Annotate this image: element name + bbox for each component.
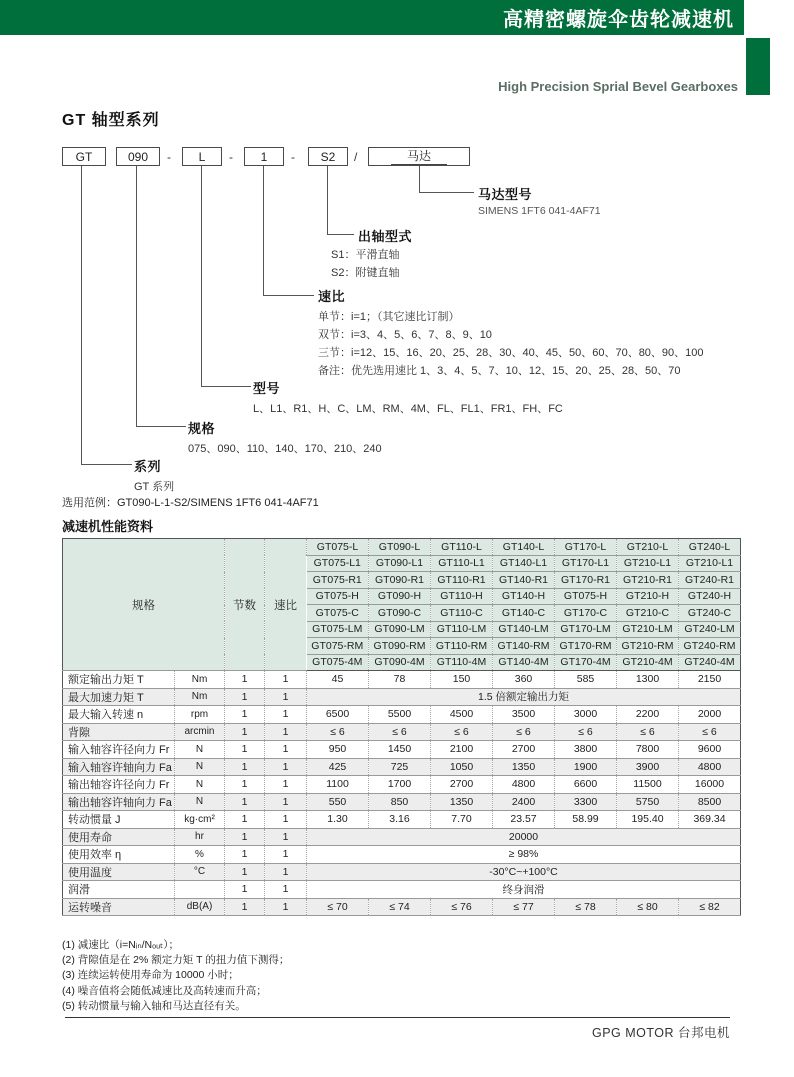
- model-header-cell: GT075-LM: [307, 621, 369, 638]
- model-header-cell: GT110-L: [431, 539, 493, 556]
- ratio-value: 1: [265, 828, 307, 846]
- model-header-cell: GT240-H: [679, 588, 741, 605]
- value-cell: 3800: [555, 741, 617, 759]
- code-box-ratio: 1: [244, 147, 284, 166]
- row-label: 使用温度: [63, 863, 175, 881]
- row-label: 最大输入转速 n: [63, 706, 175, 724]
- model-header-cell: GT210-RM: [617, 638, 679, 655]
- value-cell: ≤ 6: [555, 723, 617, 741]
- ratio-value: 1: [265, 671, 307, 689]
- callout-ratio-triple: 三节：i=12、15、16、20、25、28、30、40、45、50、60、70、80、90、100: [318, 347, 704, 359]
- model-header-cell: GT140-L: [493, 539, 555, 556]
- row-unit: N: [175, 758, 225, 776]
- spanned-value: 1.5 倍额定输出力矩: [307, 688, 741, 706]
- col-header-stages: 节数: [225, 539, 265, 671]
- row-label: 输出轴容许轴向力 Fa: [63, 793, 175, 811]
- code-sep-1: -: [167, 150, 171, 164]
- row-label: 运转噪音: [63, 898, 175, 916]
- model-header-cell: GT090-RM: [369, 638, 431, 655]
- model-header-cell: GT110-H: [431, 588, 493, 605]
- row-unit: Nm: [175, 688, 225, 706]
- value-cell: ≤ 6: [307, 723, 369, 741]
- stages-value: 1: [225, 671, 265, 689]
- model-header-cell: GT210-C: [617, 605, 679, 622]
- value-cell: 725: [369, 758, 431, 776]
- model-header-cell: GT210-L1: [617, 555, 679, 572]
- code-sep-2: -: [229, 150, 233, 164]
- stages-value: 1: [225, 723, 265, 741]
- ratio-value: 1: [265, 898, 307, 916]
- callout-model-options: L、L1、R1、H、C、LM、RM、4M、FL、FL1、FR1、FH、FC: [253, 403, 563, 415]
- value-cell: ≤ 6: [431, 723, 493, 741]
- value-cell: 23.57: [493, 811, 555, 829]
- model-header-cell: GT210-L: [617, 539, 679, 556]
- callout-series-label: 系列: [134, 459, 162, 474]
- model-header-cell: GT110-LM: [431, 621, 493, 638]
- table-row: [63, 846, 741, 864]
- model-header-cell: GT075-C: [307, 605, 369, 622]
- model-header-cell: GT210-LM: [617, 621, 679, 638]
- value-cell: 1450: [369, 741, 431, 759]
- footer-brand: GPG MOTOR 台邦电机: [591, 1026, 730, 1040]
- stages-value: 1: [225, 776, 265, 794]
- stages-value: 1: [225, 706, 265, 724]
- ratio-value: 1: [265, 758, 307, 776]
- value-cell: 7.70: [431, 811, 493, 829]
- model-header-cell: GT075-R1: [307, 572, 369, 589]
- row-label: 背隙: [63, 723, 175, 741]
- value-cell: 5750: [617, 793, 679, 811]
- callout-ratio-label: 速比: [318, 289, 346, 304]
- code-box-size: 090: [116, 147, 160, 166]
- model-header-cell: GT075-L: [307, 539, 369, 556]
- connector-model: [201, 166, 251, 387]
- table-row: [63, 776, 741, 794]
- callout-shaft-option-s2: S2：附键直轴: [331, 267, 400, 279]
- table-row: [63, 671, 741, 689]
- model-header-cell: GT210-H: [617, 588, 679, 605]
- model-header-cell: GT240-L: [679, 539, 741, 556]
- value-cell: 4800: [493, 776, 555, 794]
- value-cell: 850: [369, 793, 431, 811]
- row-unit: kg·cm²: [175, 811, 225, 829]
- row-label: 输入轴容许径向力 Fr: [63, 741, 175, 759]
- value-cell: ≤ 74: [369, 898, 431, 916]
- connector-size: [136, 166, 186, 427]
- table-row: [63, 723, 741, 741]
- value-cell: ≤ 6: [493, 723, 555, 741]
- model-header-cell: GT140-RM: [493, 638, 555, 655]
- row-unit: hr: [175, 828, 225, 846]
- stages-value: 1: [225, 758, 265, 776]
- footer-rule: [65, 1017, 730, 1018]
- table-row: [63, 811, 741, 829]
- value-cell: 2100: [431, 741, 493, 759]
- value-cell: 1700: [369, 776, 431, 794]
- model-header-cell: GT240-LM: [679, 621, 741, 638]
- table-title: 减速机性能资料: [62, 519, 154, 534]
- model-header-cell: GT110-RM: [431, 638, 493, 655]
- row-label: 使用寿命: [63, 828, 175, 846]
- value-cell: 3000: [555, 706, 617, 724]
- value-cell: 2700: [431, 776, 493, 794]
- model-header-cell: GT090-H: [369, 588, 431, 605]
- col-header-spec: 规格: [63, 539, 225, 671]
- model-header-cell: GT110-4M: [431, 654, 493, 671]
- value-cell: 950: [307, 741, 369, 759]
- performance-table: [62, 538, 741, 916]
- page-title-cn: 高精密螺旋伞齿轮减速机: [503, 9, 734, 31]
- spanned-value: 终身润滑: [307, 881, 741, 899]
- model-header-cell: GT075-L1: [307, 555, 369, 572]
- value-cell: 4800: [679, 758, 741, 776]
- row-unit: N: [175, 741, 225, 759]
- ratio-value: 1: [265, 811, 307, 829]
- model-header-cell: GT240-RM: [679, 638, 741, 655]
- model-header-cell: GT210-R1: [617, 572, 679, 589]
- model-header-cell: GT090-L1: [369, 555, 431, 572]
- footnote-4: (4) 噪音值将会随低减速比及高转速而升高；: [62, 984, 267, 997]
- ratio-value: 1: [265, 688, 307, 706]
- model-header-cell: GT140-LM: [493, 621, 555, 638]
- value-cell: ≤ 6: [369, 723, 431, 741]
- value-cell: 1300: [617, 671, 679, 689]
- callout-model-label: 型号: [253, 381, 281, 396]
- footnote-1: (1) 减速比（i=Nᵢₙ/Nₒᵤₜ）；: [62, 939, 179, 951]
- row-unit: arcmin: [175, 723, 225, 741]
- code-box-shaft: S2: [308, 147, 348, 166]
- table-row: [63, 881, 741, 899]
- callout-size-options: 075、090、110、140、170、210、240: [188, 443, 382, 455]
- row-unit: %: [175, 846, 225, 864]
- stages-value: 1: [225, 793, 265, 811]
- callout-shaft-label: 出轴型式: [358, 229, 413, 244]
- code-box-motor-text: 马达: [391, 149, 447, 165]
- callout-shaft-option-s1: S1：平滑直轴: [331, 249, 400, 261]
- model-header-cell: GT075-H: [555, 588, 617, 605]
- value-cell: 6500: [307, 706, 369, 724]
- table-row: [63, 793, 741, 811]
- model-header-cell: GT075-4M: [307, 654, 369, 671]
- model-header-cell: GT140-R1: [493, 572, 555, 589]
- table-row: [63, 741, 741, 759]
- callout-motor-example: SIMENS 1FT6 041-4AF71: [478, 205, 601, 217]
- value-cell: 1100: [307, 776, 369, 794]
- header-bar: [0, 0, 744, 35]
- value-cell: ≤ 82: [679, 898, 741, 916]
- value-cell: 78: [369, 671, 431, 689]
- value-cell: 9600: [679, 741, 741, 759]
- row-label: 使用效率 η: [63, 846, 175, 864]
- value-cell: 1900: [555, 758, 617, 776]
- ratio-value: 1: [265, 723, 307, 741]
- value-cell: ≤ 6: [617, 723, 679, 741]
- model-header-cell: GT140-C: [493, 605, 555, 622]
- code-box-series: GT: [62, 147, 106, 166]
- value-cell: ≤ 77: [493, 898, 555, 916]
- value-cell: 8500: [679, 793, 741, 811]
- ratio-value: 1: [265, 776, 307, 794]
- value-cell: 369.34: [679, 811, 741, 829]
- value-cell: 1.30: [307, 811, 369, 829]
- row-label: 转动惯量 J: [63, 811, 175, 829]
- connector-series: [81, 166, 132, 465]
- value-cell: ≤ 70: [307, 898, 369, 916]
- model-header-cell: GT170-4M: [555, 654, 617, 671]
- header-accent-square: [746, 38, 770, 95]
- row-label: 额定输出力矩 T: [63, 671, 175, 689]
- row-unit: rpm: [175, 706, 225, 724]
- ratio-value: 1: [265, 881, 307, 899]
- value-cell: 150: [431, 671, 493, 689]
- model-header-cell: GT090-L: [369, 539, 431, 556]
- model-header-cell: GT090-R1: [369, 572, 431, 589]
- stages-value: 1: [225, 846, 265, 864]
- table-row: [63, 828, 741, 846]
- table-row: [63, 758, 741, 776]
- model-header-cell: GT110-R1: [431, 572, 493, 589]
- value-cell: 45: [307, 671, 369, 689]
- ratio-value: 1: [265, 793, 307, 811]
- stages-value: 1: [225, 811, 265, 829]
- value-cell: 550: [307, 793, 369, 811]
- callout-ratio-single: 单节：i=1；（其它速比订制）: [318, 311, 460, 323]
- code-box-model: L: [182, 147, 222, 166]
- series-title: GT 轴型系列: [62, 112, 160, 129]
- spanned-value: 20000: [307, 828, 741, 846]
- model-header-cell: GT140-H: [493, 588, 555, 605]
- callout-series-options: GT 系列: [134, 481, 175, 493]
- model-header-cell: GT170-L: [555, 539, 617, 556]
- callout-motor-label: 马达型号: [478, 187, 533, 202]
- row-unit: N: [175, 776, 225, 794]
- code-sep-3: -: [291, 150, 295, 164]
- code-box-motor: [368, 147, 470, 166]
- row-label: 润滑: [63, 881, 175, 899]
- value-cell: 11500: [617, 776, 679, 794]
- footnote-5: (5) 转动惯量与输入轴和马达直径有关。: [62, 999, 246, 1012]
- model-header-cell: GT170-L1: [555, 555, 617, 572]
- page-subtitle-en: High Precision Sprial Bevel Gearboxes: [498, 79, 738, 94]
- row-unit: °C: [175, 863, 225, 881]
- callout-size-label: 规格: [188, 421, 216, 436]
- callout-ratio-double: 双节：i=3、4、5、6、7、8、9、10: [318, 329, 492, 341]
- table-row: [63, 898, 741, 916]
- table-row: [63, 706, 741, 724]
- value-cell: 3.16: [369, 811, 431, 829]
- connector-motor: [419, 166, 474, 193]
- value-cell: 7800: [617, 741, 679, 759]
- stages-value: 1: [225, 688, 265, 706]
- table-row: [63, 688, 741, 706]
- value-cell: 425: [307, 758, 369, 776]
- table-row: [63, 863, 741, 881]
- row-label: 最大加速力矩 T: [63, 688, 175, 706]
- value-cell: 5500: [369, 706, 431, 724]
- model-header-cell: GT140-L1: [493, 555, 555, 572]
- stages-value: 1: [225, 828, 265, 846]
- value-cell: 3300: [555, 793, 617, 811]
- value-cell: 2150: [679, 671, 741, 689]
- value-cell: 1350: [431, 793, 493, 811]
- stages-value: 1: [225, 863, 265, 881]
- callout-ratio-note: 备注：优先选用速比 1、3、4、5、7、10、12、15、20、25、28、50、70: [318, 365, 681, 377]
- model-header-cell: GT210-L1: [679, 555, 741, 572]
- value-cell: ≤ 80: [617, 898, 679, 916]
- model-header-cell: GT170-R1: [555, 572, 617, 589]
- value-cell: 58.99: [555, 811, 617, 829]
- value-cell: ≤ 76: [431, 898, 493, 916]
- spanned-value: ≥ 98%: [307, 846, 741, 864]
- row-label: 输出轴容许径向力 Fr: [63, 776, 175, 794]
- stages-value: 1: [225, 898, 265, 916]
- value-cell: 360: [493, 671, 555, 689]
- model-header-cell: GT240-4M: [679, 654, 741, 671]
- row-unit: Nm: [175, 671, 225, 689]
- model-header-cell: GT140-4M: [493, 654, 555, 671]
- connector-shaft: [327, 166, 354, 235]
- model-header-cell: GT075-RM: [307, 638, 369, 655]
- model-header-cell: GT240-R1: [679, 572, 741, 589]
- ratio-value: 1: [265, 706, 307, 724]
- value-cell: 3900: [617, 758, 679, 776]
- row-unit: [175, 881, 225, 899]
- footnotes: [62, 938, 289, 1014]
- model-header-cell: GT170-RM: [555, 638, 617, 655]
- value-cell: ≤ 6: [679, 723, 741, 741]
- value-cell: ≤ 78: [555, 898, 617, 916]
- stages-value: 1: [225, 881, 265, 899]
- model-header-cell: GT090-LM: [369, 621, 431, 638]
- value-cell: 2000: [679, 706, 741, 724]
- value-cell: 2200: [617, 706, 679, 724]
- row-unit: dB(A): [175, 898, 225, 916]
- model-header-cell: GT110-C: [431, 605, 493, 622]
- model-header-cell: GT090-4M: [369, 654, 431, 671]
- model-header-cell: GT075-H: [307, 588, 369, 605]
- ratio-value: 1: [265, 863, 307, 881]
- spanned-value: -30°C~+100°C: [307, 863, 741, 881]
- model-header-cell: GT090-C: [369, 605, 431, 622]
- ratio-value: 1: [265, 741, 307, 759]
- model-header-cell: GT170-C: [555, 605, 617, 622]
- col-header-ratio: 速比: [265, 539, 307, 671]
- value-cell: 2400: [493, 793, 555, 811]
- model-header-cell: GT210-4M: [617, 654, 679, 671]
- value-cell: 195.40: [617, 811, 679, 829]
- connector-ratio: [263, 166, 314, 296]
- value-cell: 3500: [493, 706, 555, 724]
- value-cell: 16000: [679, 776, 741, 794]
- selection-example: 选用范例：GT090-L-1-S2/SIMENS 1FT6 041-4AF71: [62, 497, 319, 509]
- code-sep-slash: /: [354, 150, 358, 164]
- model-header-cell: GT110-L1: [431, 555, 493, 572]
- model-header-cell: GT170-LM: [555, 621, 617, 638]
- stages-value: 1: [225, 741, 265, 759]
- value-cell: 1050: [431, 758, 493, 776]
- ratio-value: 1: [265, 846, 307, 864]
- value-cell: 585: [555, 671, 617, 689]
- value-cell: 2700: [493, 741, 555, 759]
- row-label: 输入轴容许轴向力 Fa: [63, 758, 175, 776]
- value-cell: 1350: [493, 758, 555, 776]
- row-unit: N: [175, 793, 225, 811]
- value-cell: 4500: [431, 706, 493, 724]
- footnote-3: (3) 连续运转使用寿命为 10000 小时；: [62, 969, 239, 982]
- model-header-cell: GT240-C: [679, 605, 741, 622]
- footnote-2: (2) 背隙值是在 2% 额定力矩 T 的扭力值下测得；: [62, 954, 290, 967]
- value-cell: 6600: [555, 776, 617, 794]
